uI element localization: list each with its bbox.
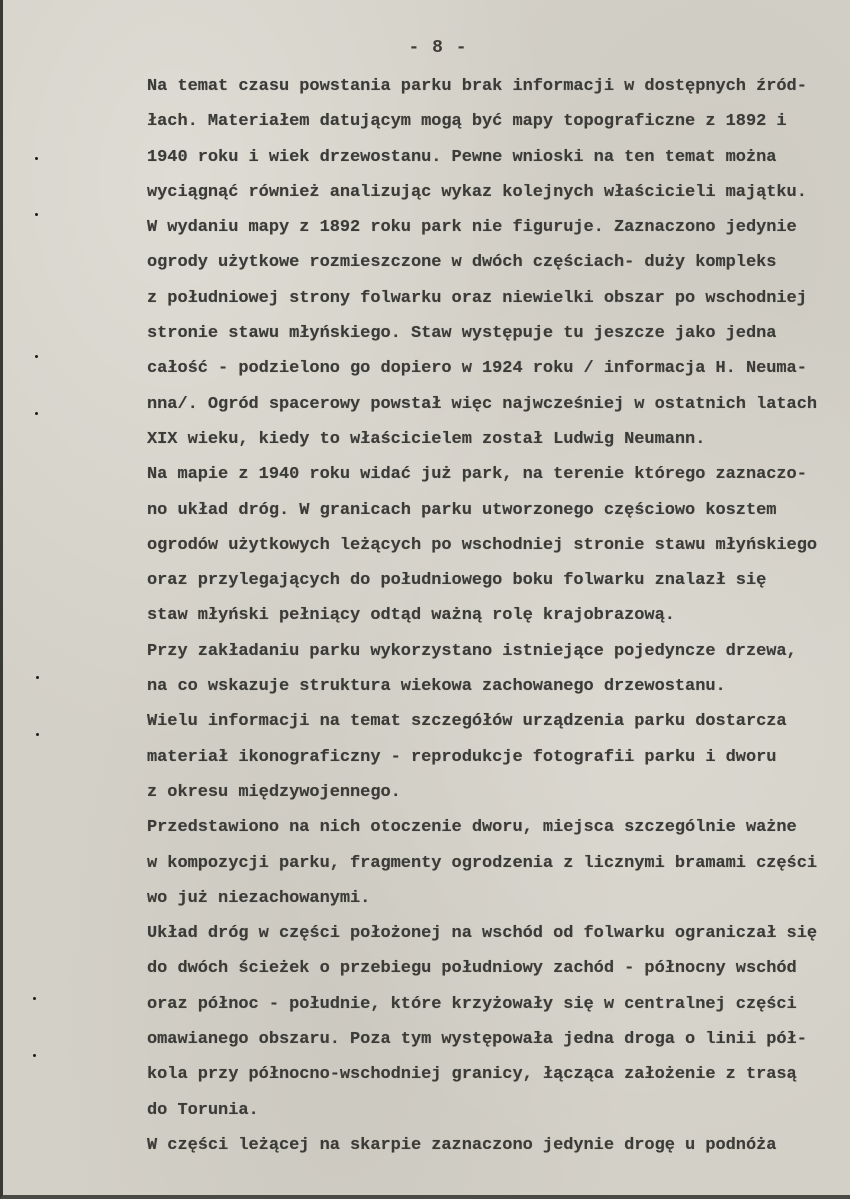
text-line: staw młyński pełniący odtąd ważną rolę krajobrazową. [147, 606, 675, 626]
text-line: do Torunia. [147, 1100, 259, 1120]
text-line: łach. Materiałem datującym mogą być mapy topograficzne z 1892 i [147, 112, 787, 132]
text-line: stronie stawu młyńskiego. Staw występuje tu jeszcze jako jedna [147, 324, 777, 344]
text-line: no układ dróg. W granicach parku utworzonego częściowo kosztem [147, 500, 777, 520]
text-line: z południowej strony folwarku oraz niewielki obszar po wschodniej [147, 288, 807, 308]
text-line: z okresu międzywojennego. [147, 782, 401, 802]
margin-mark [35, 157, 38, 160]
margin-mark [35, 355, 38, 358]
page-number: - 8 - [408, 38, 468, 58]
text-line: oraz przylegających do południowego boku folwarku znalazł się [147, 571, 767, 591]
text-line: materiał ikonograficzny - reprodukcje fotografii parku i dworu [147, 747, 777, 767]
margin-mark [33, 997, 36, 1000]
text-line: Na temat czasu powstania parku brak informacji w dostępnych źród- [147, 77, 807, 96]
text-line: ogrodów użytkowych leżących po wschodniej stronie stawu młyńskiego [147, 535, 818, 555]
margin-mark [36, 676, 39, 679]
text-line: 1940 roku i wiek drzewostanu. Pewne wnioski na ten temat można [147, 147, 777, 167]
text-line: w kompozycji parku, fragmenty ogrodzenia z licznymi bramami części [147, 853, 818, 873]
text-line: wo już niezachowanymi. [147, 888, 371, 908]
text-line: Układ dróg w części położonej na wschód od folwarku ograniczał się [147, 924, 818, 944]
margin-mark [35, 213, 38, 216]
text-line: Przedstawiono na nich otoczenie dworu, miejsca szczególnie ważne [147, 818, 797, 838]
text-line: oraz północ - południe, które krzyżowały się w centralnej części [147, 994, 797, 1014]
margin-mark [33, 1054, 36, 1057]
text-line: Wielu informacji na temat szczegółów urządzenia parku dostarcza [147, 712, 787, 732]
text-line: całość - podzielono go dopiero w 1924 roku / informacja H. Neuma- [147, 359, 807, 379]
text-line: do dwóch ścieżek o przebiegu południowy zachód - północny wschód [147, 959, 797, 979]
text-line: Na mapie z 1940 roku widać już park, na terenie którego zaznaczo- [147, 465, 807, 485]
text-line: kola przy północno-wschodniej granicy, łącząca założenie z trasą [147, 1065, 797, 1085]
text-line: na co wskazuje struktura wiekowa zachowanego drzewostanu. [147, 677, 726, 697]
text-line: W wydaniu mapy z 1892 roku park nie figuruje. Zaznaczono jedynie [147, 218, 797, 238]
margin-mark [35, 412, 38, 415]
margin-mark [36, 733, 39, 736]
text-line: XIX wieku, kiedy to właścicielem został Ludwig Neumann. [147, 429, 706, 449]
text-line: omawianego obszaru. Poza tym występowała jedna droga o linii pół- [147, 1030, 807, 1050]
text-line: W części leżącej na skarpie zaznaczono jedynie drogę u podnóża [147, 1135, 777, 1155]
text-line: ogrody użytkowe rozmieszczone w dwóch częściach- duży kompleks [147, 253, 777, 273]
typewritten-body [147, 72, 847, 1166]
text-line: Przy zakładaniu parku wykorzystano istniejące pojedyncze drzewa, [147, 641, 797, 661]
text-line: wyciągnąć również analizując wykaz kolejnych właścicieli majątku. [147, 182, 807, 202]
text-line: nna/. Ogród spacerowy powstał więc najwcześniej w ostatnich latach [147, 394, 818, 414]
